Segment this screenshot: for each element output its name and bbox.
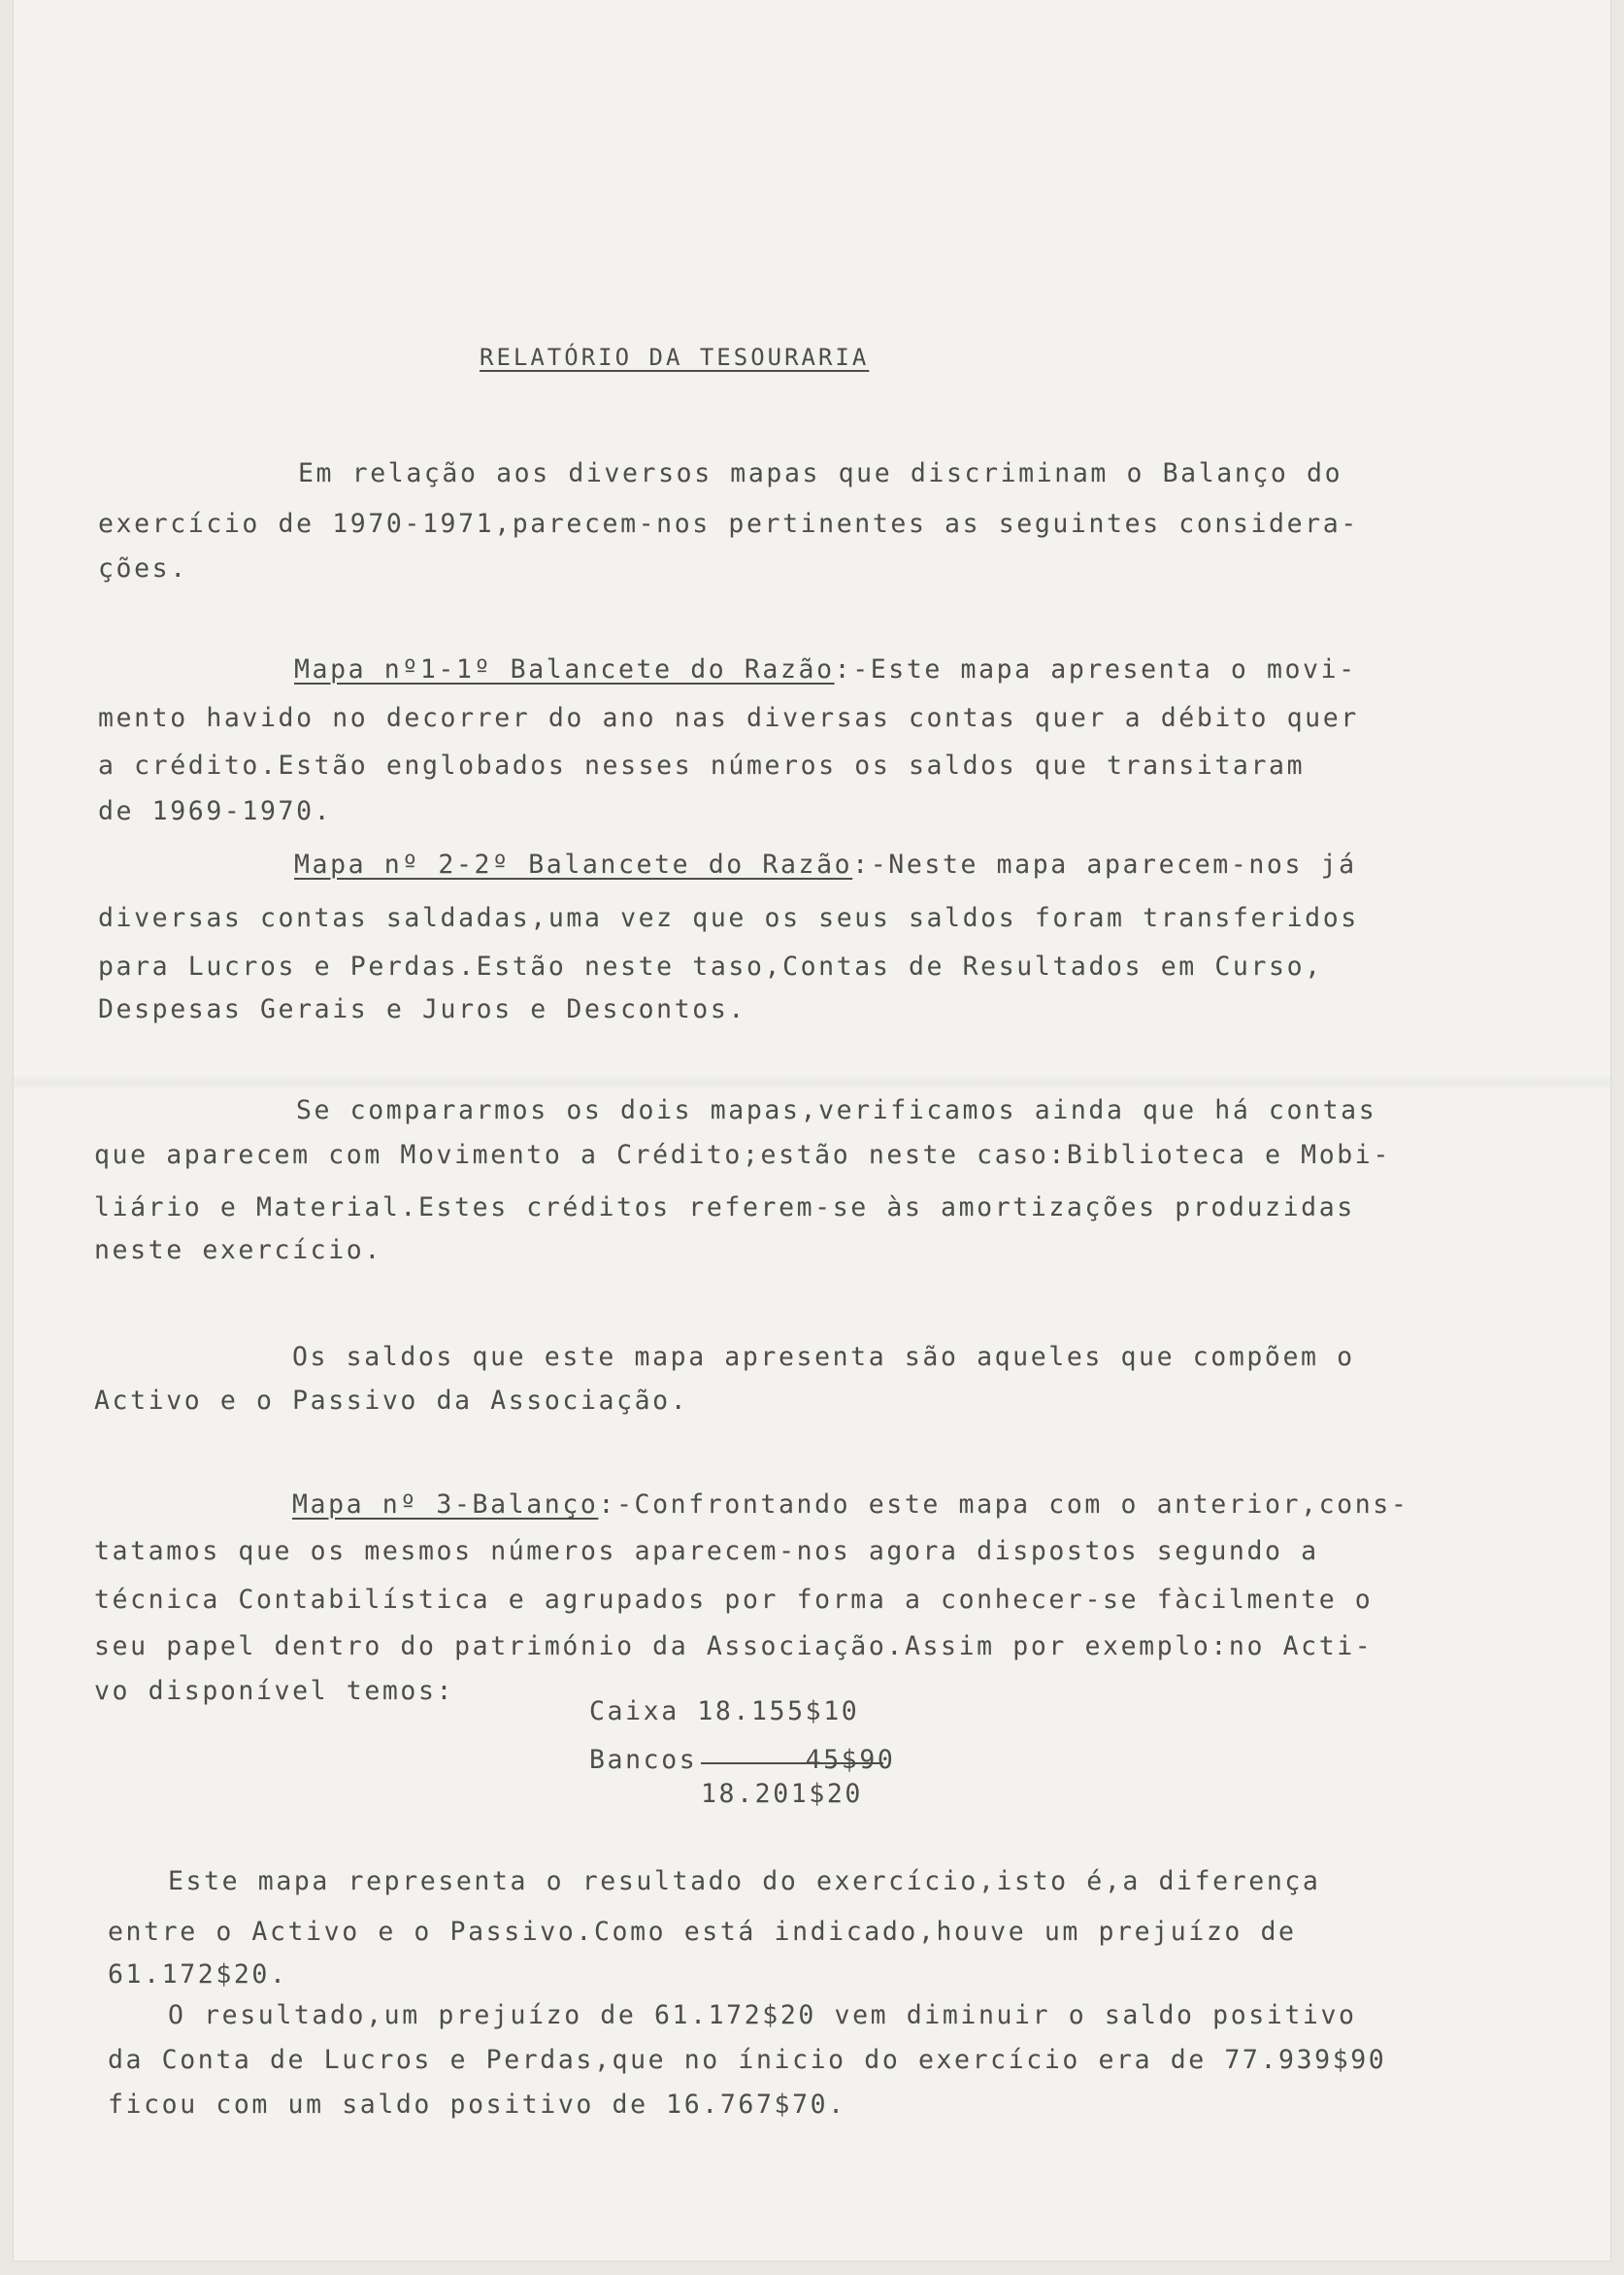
paragraph-line: liário e Material.Estes créditos referem-se às amortizações produzidas (94, 1192, 1355, 1222)
paragraph-line: Se compararmos os dois mapas,verificamos ainda que há contas (296, 1095, 1377, 1125)
paragraph-line: a crédito.Estão englobados nesses números os saldos que transitaram (98, 751, 1306, 781)
paragraph-line: vo disponível temos: (94, 1676, 455, 1706)
paragraph-line: exercício de 1970-1971,parecem-nos pertinentes as seguintes considera- (98, 509, 1359, 539)
mapa2-heading: Mapa nº 2-2º Balancete do Razão (294, 850, 853, 880)
sum-rule (701, 1762, 883, 1764)
paragraph-line: para Lucros e Perdas.Estão neste taso,Contas de Resultados em Curso, (98, 952, 1323, 982)
paragraph-line: Em relação aos diversos mapas que discriminam o Balanço do (298, 458, 1343, 488)
mapa2-first-line (294, 848, 1357, 883)
paragraph-line: mento havido no decorrer do ano nas diversas contas quer a débito quer (98, 703, 1359, 733)
paragraph-line: que aparecem com Movimento a Crédito;estão neste caso:Biblioteca e Mobi- (94, 1140, 1391, 1170)
mapa1-heading: Mapa nº1-1º Balancete do Razão (294, 654, 835, 685)
paragraph-line: de 1969-1970. (98, 796, 333, 826)
document-title: RELATÓRIO DA TESOURARIA (480, 344, 870, 371)
mapa2-text: :-Neste mapa aparecem-nos já (852, 850, 1357, 880)
paragraph-line: ficou com um saldo positivo de 16.767$70. (108, 2090, 846, 2120)
mapa3-heading: Mapa nº 3-Balanço (292, 1489, 599, 1520)
paragraph-line: tatamos que os mesmos números aparecem-nos agora dispostos segundo a (94, 1536, 1319, 1566)
mapa3-first-line (292, 1488, 1409, 1522)
paragraph-line: O resultado,um prejuízo de 61.172$20 vem diminuir o saldo positivo (168, 2000, 1357, 2030)
paragraph-line: Activo e o Passivo da Associação. (94, 1386, 689, 1416)
paragraph-line: seu papel dentro do património da Associação.Assim por exemplo:no Acti- (94, 1631, 1374, 1661)
mapa3-text: :-Confrontando este mapa com o anterior,cons- (598, 1489, 1409, 1520)
bancos-row: Bancos 45$90 (589, 1745, 896, 1775)
paragraph-line: Este mapa representa o resultado do exercício,isto é,a diferença (168, 1866, 1321, 1896)
paragraph-line: Despesas Gerais e Juros e Descontos. (98, 994, 746, 1024)
paragraph-line: Os saldos que este mapa apresenta são aqueles que compõem o (292, 1342, 1355, 1372)
paragraph-line: entre o Activo e o Passivo.Como está indicado,houve um prejuízo de (108, 1917, 1297, 1947)
paragraph-line: da Conta de Lucros e Perdas,que no ínicio do exercício era de 77.939$90 (108, 2045, 1387, 2075)
page-fold (14, 1074, 1610, 1091)
mapa1-text: :-Este mapa apresenta o movi- (834, 654, 1357, 685)
paragraph-line: neste exercício. (94, 1235, 382, 1265)
mapa1-first-line (294, 652, 1357, 687)
total-row: 18.201$20 (701, 1779, 863, 1809)
paragraph-line: técnica Contabilística e agrupados por forma a conhecer-se fàcilmente o (94, 1585, 1374, 1615)
paragraph-line: diversas contas saldadas,uma vez que os seus saldos foram transferidos (98, 903, 1359, 933)
paragraph-line: ções. (98, 553, 188, 584)
paragraph-line: 61.172$20. (108, 1959, 288, 1990)
caixa-row: Caixa 18.155$10 (589, 1696, 860, 1726)
